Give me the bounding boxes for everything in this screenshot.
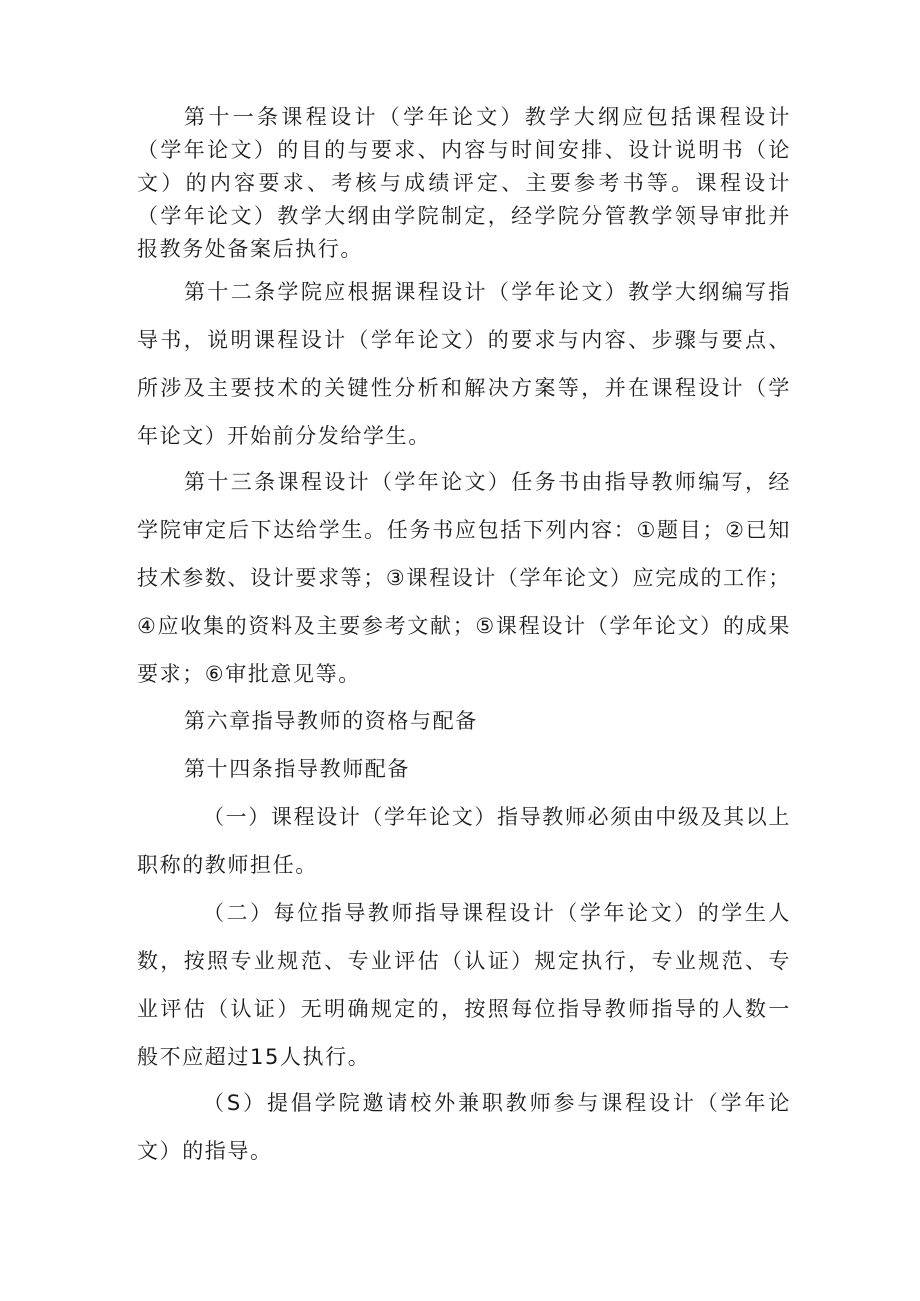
article-12-paragraph: 第十二条学院应根据课程设计（学年论文）教学大纲编写指导书，说明课程设计（学年论文）的要求与内容、步骤与要点、所涉及主要技术的关键性分析和解决方案等，并在课程设计（学年论文）开始前分发给学生。 [137,280,791,448]
item-3-paragraph: （S）提倡学院邀请校外兼职教师参与课程设计（学年论文）的指导。 [137,1091,791,1163]
article-14-heading: 第十四条指导教师配备 [184,757,410,781]
item-1-paragraph: （一）课程设计（学年论文）指导教师必须由中级及其以上职称的教师担任。 [137,805,791,877]
item-2-paragraph: （二）每位指导教师指导课程设计（学年论文）的学生人数，按照专业规范、专业评估（认证）规定执行，专业规范、专业评估（认证）无明确规定的，按照每位指导教师指导的人数一般不应超过15人执行。 [137,901,791,1069]
chapter-6-heading: 第六章指导教师的资格与配备 [184,709,478,733]
article-11-paragraph: 第十一条课程设计（学年论文）教学大纲应包括课程设计（学年论文）的目的与要求、内容与时间安排、设计说明书（论文）的内容要求、考核与成绩评定、主要参考书等。课程设计（学年论文）教学大纲由学院制定，经学院分管教学领导审批并报教务处备案后执行。 [137,105,791,261]
article-13-paragraph: 第十三条课程设计（学年论文）任务书由指导教师编写，经学院审定后下达给学生。任务书应包括下列内容：①题目；②已知技术参数、设计要求等；③课程设计（学年论文）应完成的工作；④应收集的资料及主要参考文献；⑤课程设计（学年论文）的成果要求；⑥审批意见等。 [137,470,791,686]
